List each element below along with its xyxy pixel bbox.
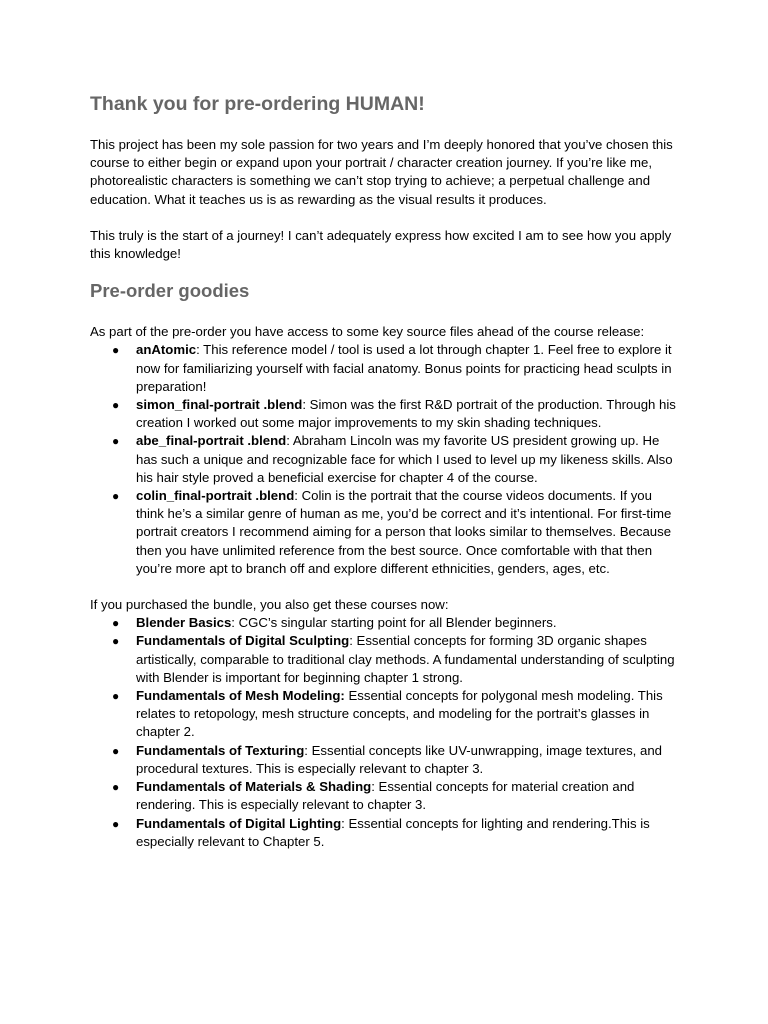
bullet-icon: ● [112, 434, 120, 449]
bundle-item-digital-lighting [90, 815, 680, 851]
bundle-list [90, 614, 680, 851]
bundle-item-text: : Essential concepts for forming 3D organic shapes artistically, comparable to traditional clay methods. A fundamental understanding of sculpting with Blender is important for beginning chapter 1 strong. [136, 633, 675, 685]
bundle-item-text: : Essential concepts for material creation and rendering. This is especially relevant to chapter 3. [136, 779, 635, 813]
bundle-item-name: Fundamentals of Mesh Modeling: [136, 688, 345, 704]
bullet-icon: ● [112, 634, 120, 649]
goodies-item-name: anAtomic [136, 342, 197, 358]
goodies-item-name: abe_final-portrait .blend [136, 433, 287, 449]
bundle-item-text: Essential concepts for polygonal mesh modeling. This relates to retopology, mesh structure concepts, and modeling for the portrait’s glasses in chapter 2. [136, 688, 663, 740]
bundle-item-name: Fundamentals of Materials & Shading [136, 779, 372, 795]
goodies-item-abe [90, 432, 680, 487]
bundle-item-text: : CGC’s singular starting point for all Blender beginners. [231, 615, 557, 631]
goodies-list [90, 341, 680, 578]
intro-paragraph-1: This project has been my sole passion for two years and I’m deeply honored that you’ve chosen this course to either begin or expand upon your portrait / character creation journey. If you’re like me, photorealistic characters is something we can’t stop trying to achieve; a perpetual challenge and education. What it teaches us is as rewarding as the visual results it produces. [90, 137, 673, 207]
goodies-item-text: : Simon was the first R&D portrait of the production. Through his creation I worked out some major improvements to my skin shading techniques. [136, 397, 676, 431]
goodies-item-text: : Abraham Lincoln was my favorite US president growing up. He has such a unique and recognizable face for which I used to level up my likeness skills. Also his hair style proved a beneficial exercise for chapter 4 of the course. [136, 433, 673, 485]
bullet-icon: ● [112, 780, 120, 795]
bullet-icon: ● [112, 743, 120, 758]
bullet-icon: ● [112, 343, 120, 358]
goodies-item-name: simon_final-portrait .blend [136, 397, 303, 413]
bundle-item-name: Blender Basics [136, 615, 232, 631]
goodies-item-text: : This reference model / tool is used a lot through chapter 1. Feel free to explore it now for familiarizing yourself with facial anatomy. Bonus points for practicing head sculpts in preparation! [136, 342, 672, 394]
goodies-item-text: : Colin is the portrait that the course videos documents. If you think he’s a similar genre of human as me, you’d be correct and it’s intentional. For first-time portrait creators I recommend aiming for a person that looks similar to themselves. Because then you have unlimited reference from the best source. Once comfortable with that then you’re more apt to branch off and explore different ethnicities, genders, ages, etc. [136, 488, 672, 576]
bullet-icon: ● [112, 616, 120, 631]
bundle-item-name: Fundamentals of Texturing [136, 742, 305, 758]
bundle-item-materials-shading [90, 778, 680, 814]
bundle-item-text: : Essential concepts for lighting and rendering.This is especially relevant to Chapter 5. [136, 815, 650, 849]
bundle-item-digital-sculpting [90, 632, 680, 687]
bullet-icon: ● [112, 489, 120, 504]
bundle-lead: If you purchased the bundle, you also get these courses now: [90, 597, 449, 613]
bundle-item-name: Fundamentals of Digital Sculpting [136, 633, 350, 649]
bullet-icon: ● [112, 689, 120, 704]
intro-paragraph-2: This truly is the start of a journey! I can’t adequately express how excited I am to see how you apply this knowledge! [90, 227, 672, 262]
bullet-icon: ● [112, 398, 120, 413]
goodies-item-name: colin_final-portrait .blend [136, 488, 295, 504]
bundle-item-blender-basics [90, 614, 680, 632]
bundle-item-texturing [90, 742, 680, 778]
bundle-item-mesh-modeling [90, 687, 680, 742]
goodies-item-simon [90, 396, 680, 432]
goodies-item-anatomic [90, 341, 680, 396]
bundle-item-name: Fundamentals of Digital Lighting [136, 815, 342, 831]
goodies-item-colin [90, 487, 680, 578]
document-body [90, 92, 680, 851]
goodies-lead: As part of the pre-order you have access to some key source files ahead of the course release: [90, 324, 645, 340]
bundle-item-text: : Essential concepts like UV-unwrapping, image textures, and procedural textures. This is especially relevant to chapter 3. [136, 742, 662, 776]
goodies-heading: Pre-order goodies [90, 280, 250, 302]
bullet-icon: ● [112, 816, 120, 831]
page-title: Thank you for pre-ordering HUMAN! [90, 93, 425, 115]
